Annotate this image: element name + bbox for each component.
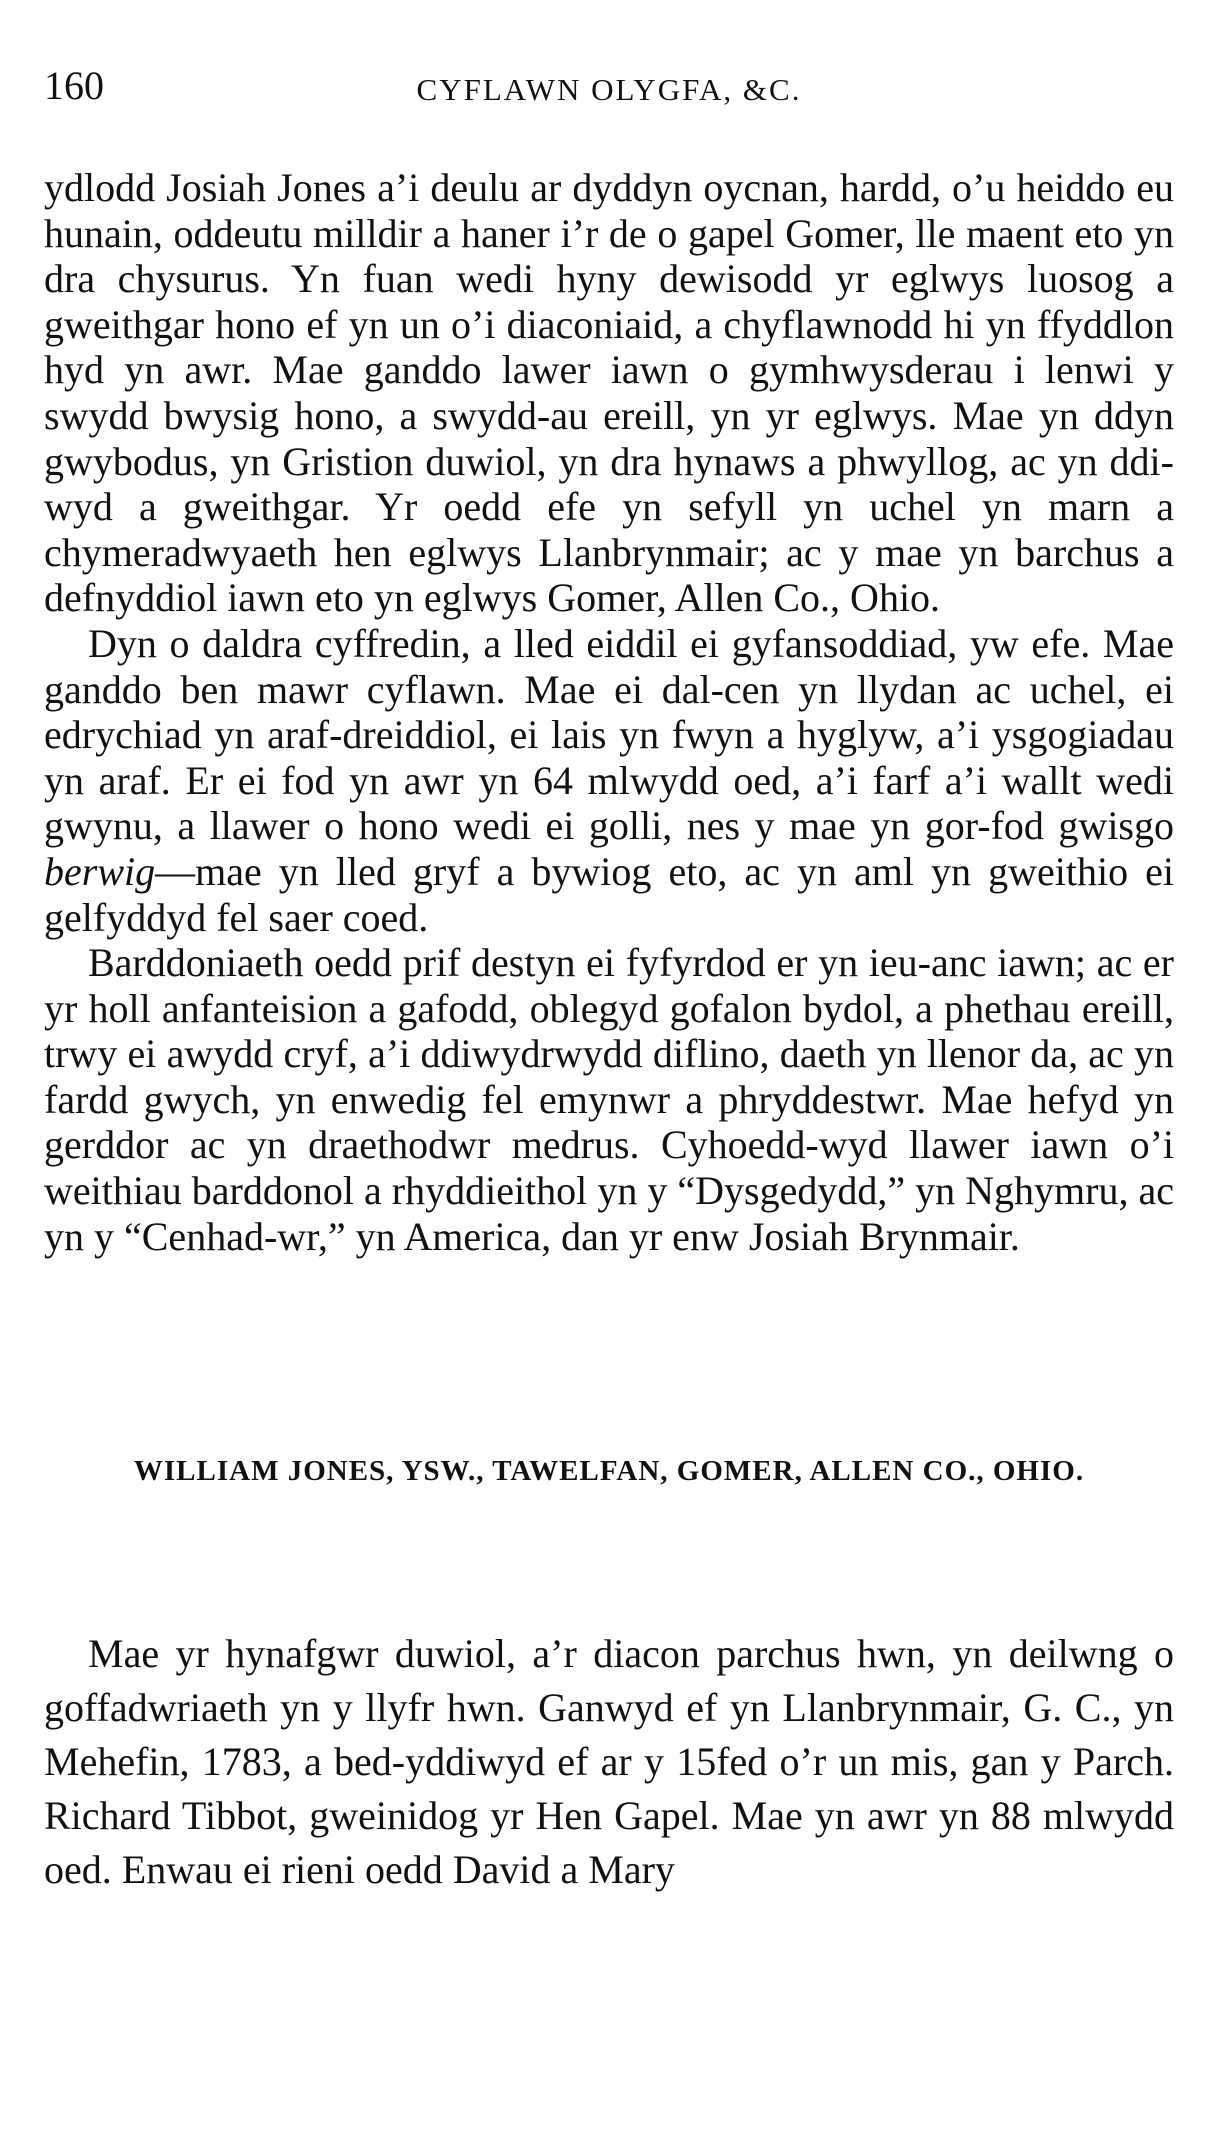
- biography-text: [44, 165, 1174, 1259]
- paragraph: ydlodd Josiah Jones a’i deulu ar dyddyn oycnan, hardd, o’u heiddo eu hunain, oddeutu milldir a haner i’r de o gapel Gomer, lle maent eto yn dra chysurus. Yn fuan wedi hyny dewisodd yr eglwys luosog a gweithgar hono ef yn un o’i diaconiaid, a chyflawnodd hi yn ffyddlon hyd yn awr. Mae ganddo lawer iawn o gymhwysderau i lenwi y swydd bwysig hono, a swydd-au ereill, yn yr eglwys. Mae yn ddyn gwybodus, yn Gristion duwiol, yn dra hynaws a phwyllog, ac yn ddi-wyd a gweithgar. Yr oedd efe yn sefyll yn uchel yn marn a chymeradwyaeth hen eglwys Llanbrynmair; ac y mae yn barchus a defnyddiol iawn eto yn eglwys Gomer, Allen Co., Ohio.: [44, 165, 1174, 621]
- paragraph: Dyn o daldra cyffredin, a lled eiddil ei gyfansoddiad, yw efe. Mae ganddo ben mawr cyflawn. Mae ei dal-cen yn llydan ac uchel, ei edrychiad yn araf-dreiddiol, ei lais yn fwyn a hyglyw, a’i ysgogiadau yn araf. Er ei fod yn awr yn 64 mlwydd oed, a’i farf a’i wallt wedi gwynu, a llawer o hono wedi ei golli, nes y mae yn gor-fod gwisgo berwig—mae yn lled gryf a bywiog eto, ac yn aml yn gweithio ei gelfyddyd fel saer coed.: [44, 620, 1174, 940]
- paragraph: Barddoniaeth oedd prif destyn ei fyfyrdod er yn ieu-anc iawn; ac er yr holl anfanteision a gafodd, oblegyd gofalon bydol, a phethau ereill, trwy ei awydd cryf, a’i ddiwydrwydd diflino, daeth yn llenor da, ac yn fardd gwych, yn enwedig fel emynwr a phryddestwr. Mae hefyd yn gerddor ac yn draethodwr medrus. Cyhoedd-wyd llawer iawn o’i weithiau barddonol a rhyddieithol yn y “Dysgedydd,” yn Nghymru, ac yn y “Cenhad-wr,” yn America, dan yr enw Josiah Brynmair.: [44, 940, 1174, 1259]
- section-text: [44, 1627, 1174, 1897]
- paragraph: Mae yr hynafgwr duwiol, a’r diacon parchus hwn, yn deilwng o goffadwriaeth yn y llyfr hwn. Ganwyd ef yn Llanbrynmair, G. C., yn Mehefin, 1783, a bed-yddiwyd ef ar y 15fed o’r un mis, gan y Parch. Richard Tibbot, gweinidog yr Hen Gapel. Mae yn awr yn 88 mlwydd oed. Enwau ei rieni oedd David a Mary: [44, 1631, 1174, 1892]
- running-head: [44, 56, 1174, 116]
- running-title: CYFLAWN OLYGFA, &C.: [416, 72, 802, 107]
- page-number: 160: [44, 63, 104, 108]
- section-heading: WILLIAM JONES, YSW., TAWELFAN, GOMER, ALLEN CO., OHIO.: [133, 1455, 1085, 1487]
- italic-word: berwig: [44, 848, 156, 894]
